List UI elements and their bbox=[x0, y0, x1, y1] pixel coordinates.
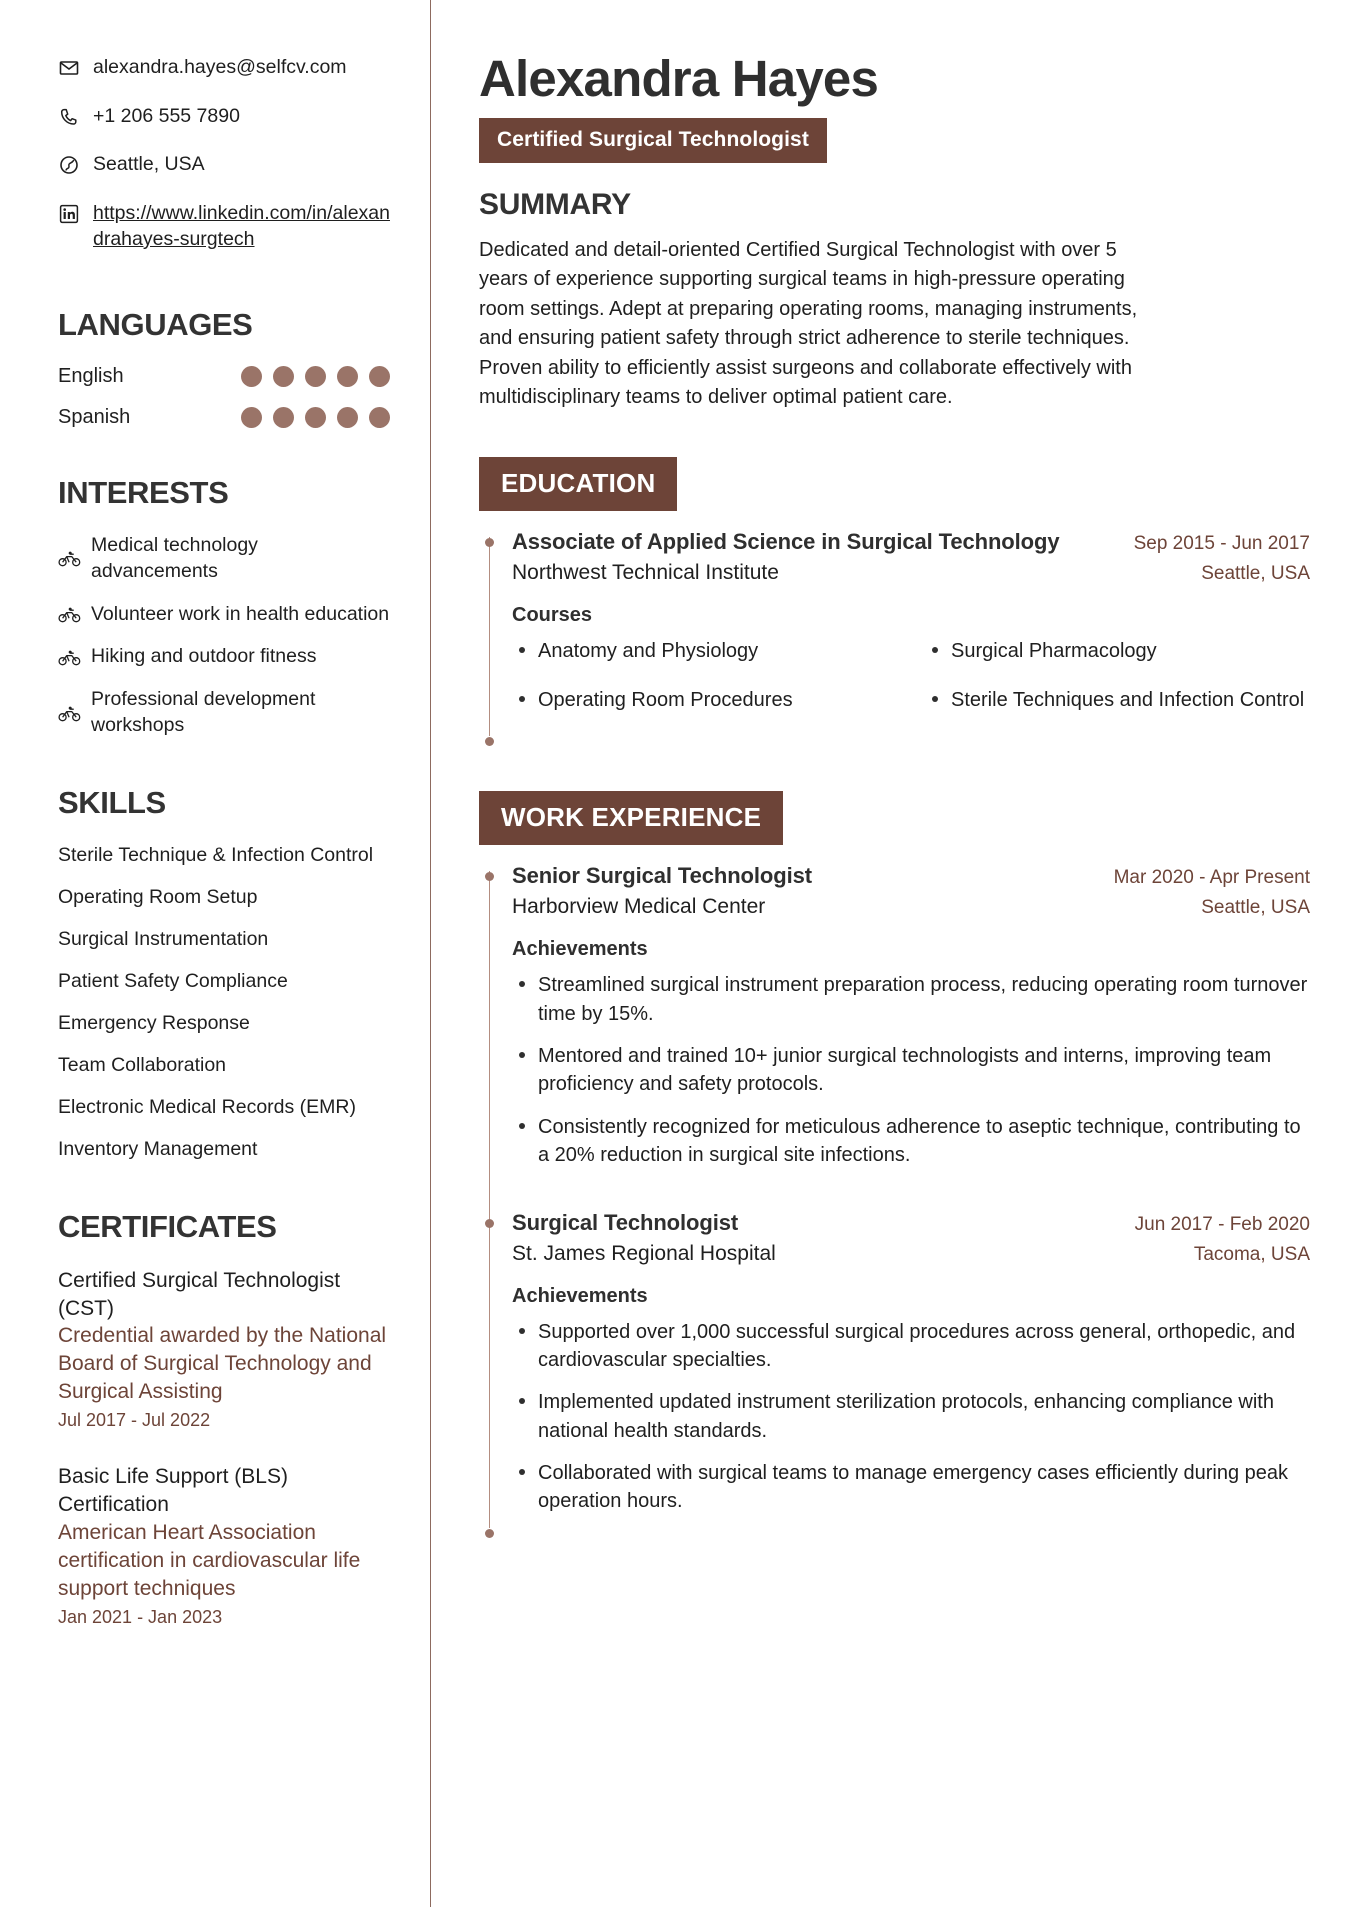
contact-value[interactable]: https://www.linkedin.com/in/alexandrahayes-surgtech bbox=[93, 202, 390, 250]
contact-value: alexandra.hayes@selfcv.com bbox=[93, 56, 347, 78]
education-degree: Associate of Applied Science in Surgical Technology bbox=[512, 529, 1060, 555]
interest-item bbox=[58, 533, 390, 585]
education-timeline bbox=[479, 529, 1310, 744]
level-dot bbox=[241, 407, 262, 428]
certificates-list bbox=[58, 1267, 390, 1631]
contact-item bbox=[58, 55, 390, 81]
level-dot bbox=[305, 407, 326, 428]
achievement-item: Collaborated with surgical teams to manage emergency cases efficiently during peak operation hours. bbox=[512, 1459, 1310, 1516]
summary-heading: SUMMARY bbox=[479, 188, 631, 222]
entry-top bbox=[512, 863, 1310, 889]
globe-icon bbox=[58, 154, 80, 176]
interest-item bbox=[58, 687, 390, 739]
certificate-name: Certified Surgical Technologist (CST) bbox=[58, 1268, 341, 1320]
certificate-name: Basic Life Support (BLS) Certification bbox=[58, 1465, 288, 1517]
languages-heading: LANGUAGES bbox=[58, 306, 253, 342]
summary-text: Dedicated and detail-oriented Certified Surgical Technologist with over 5 years of experience supporting surgical teams in high-pressure operating room settings. Adept at preparing operating rooms, managing instruments, and ensuring patient safety through strict adherence to sterile techniques. Proven ability to efficiently assist surgeons and collaborate effectively with multidisciplinary teams to deliver optimal patient care. bbox=[479, 239, 1138, 408]
level-dot bbox=[369, 407, 390, 428]
skills-list bbox=[58, 843, 390, 1162]
contact-list bbox=[58, 55, 390, 253]
certificate-date: Jan 2021 - Jan 2023 bbox=[58, 1606, 223, 1627]
achievements-list bbox=[512, 1318, 1310, 1516]
certificates-heading: CERTIFICATES bbox=[58, 1208, 277, 1244]
envelope-icon bbox=[58, 57, 80, 79]
skill-item: Team Collaboration bbox=[58, 1053, 227, 1076]
work-date: Jun 2017 - Feb 2020 bbox=[1134, 1213, 1310, 1235]
level-dot bbox=[369, 366, 390, 387]
work-company: Harborview Medical Center bbox=[512, 895, 766, 919]
language-row bbox=[58, 406, 390, 429]
job-title-badge: Certified Surgical Technologist bbox=[479, 118, 827, 163]
languages-list bbox=[58, 365, 390, 429]
interests-list bbox=[58, 533, 390, 740]
achievement-item: Mentored and trained 10+ junior surgical technologists and interns, improving team proficiency and safety protocols. bbox=[512, 1042, 1310, 1099]
level-dot bbox=[241, 366, 262, 387]
achievement-item: Supported over 1,000 successful surgical procedures across general, orthopedic, and cardiovascular specialties. bbox=[512, 1318, 1310, 1375]
language-name: English bbox=[58, 364, 124, 387]
entry-second bbox=[512, 1242, 1310, 1266]
bicycle-icon bbox=[58, 704, 81, 723]
course-item: Sterile Techniques and Infection Control bbox=[925, 686, 1310, 714]
work-role: Senior Surgical Technologist bbox=[512, 863, 812, 889]
skill-item: Emergency Response bbox=[58, 1011, 250, 1034]
interest-label: Professional development workshops bbox=[91, 688, 316, 737]
achievement-item: Streamlined surgical instrument preparation process, reducing operating room turnover time by 15%. bbox=[512, 971, 1310, 1028]
work-location: Seattle, USA bbox=[1201, 897, 1310, 919]
column-divider bbox=[430, 0, 431, 1907]
interest-label: Medical technology advancements bbox=[91, 533, 258, 582]
bicycle-icon bbox=[58, 605, 81, 624]
achievement-item: Consistently recognized for meticulous adherence to aseptic technique, contributing to a 20% reduction in surgical site infections. bbox=[512, 1113, 1310, 1170]
work-location: Tacoma, USA bbox=[1193, 1243, 1310, 1265]
certificate-date: Jul 2017 - Jul 2022 bbox=[58, 1410, 211, 1431]
education-entry bbox=[512, 529, 1310, 744]
certificate-item bbox=[58, 1463, 390, 1630]
work-date: Mar 2020 - Apr Present bbox=[1113, 867, 1310, 889]
entry-top bbox=[512, 1210, 1310, 1236]
work-entry bbox=[512, 1210, 1310, 1536]
course-item: Surgical Pharmacology bbox=[925, 637, 1310, 665]
entry-top bbox=[512, 529, 1310, 555]
bicycle-icon bbox=[58, 648, 81, 667]
skill-item: Electronic Medical Records (EMR) bbox=[58, 1095, 356, 1118]
skills-heading: SKILLS bbox=[58, 785, 166, 821]
interest-label: Volunteer work in health education bbox=[91, 602, 390, 625]
main-column bbox=[430, 0, 1350, 1907]
sidebar bbox=[0, 0, 430, 1907]
level-dot bbox=[337, 366, 358, 387]
level-dot bbox=[337, 407, 358, 428]
contact-item bbox=[58, 152, 390, 178]
level-dot bbox=[273, 407, 294, 428]
courses-grid bbox=[512, 637, 1310, 734]
course-item: Anatomy and Physiology bbox=[512, 637, 897, 665]
phone-icon bbox=[58, 106, 80, 128]
work-company: St. James Regional Hospital bbox=[512, 1241, 776, 1265]
skill-item: Operating Room Setup bbox=[58, 886, 258, 909]
work-experience-banner: WORK EXPERIENCE bbox=[479, 791, 783, 845]
contact-value: +1 206 555 7890 bbox=[93, 104, 240, 127]
interest-item bbox=[58, 644, 390, 670]
achievement-item: Implemented updated instrument sterilization protocols, enhancing compliance with national health standards. bbox=[512, 1388, 1310, 1445]
level-dot bbox=[305, 366, 326, 387]
education-school: Northwest Technical Institute bbox=[512, 561, 779, 585]
certificate-description: American Heart Association certification in cardiovascular life support techniques bbox=[58, 1521, 361, 1601]
contact-item[interactable] bbox=[58, 201, 390, 252]
language-row bbox=[58, 365, 390, 388]
certificate-item bbox=[58, 1267, 390, 1434]
interests-heading: INTERESTS bbox=[58, 474, 229, 510]
work-timeline bbox=[479, 863, 1310, 1536]
courses-column bbox=[512, 637, 897, 734]
education-banner: EDUCATION bbox=[479, 457, 677, 511]
interest-item bbox=[58, 602, 390, 628]
language-name: Spanish bbox=[58, 405, 131, 428]
education-date: Sep 2015 - Jun 2017 bbox=[1133, 533, 1310, 555]
achievements-label: Achievements bbox=[512, 938, 648, 961]
linkedin-icon bbox=[58, 203, 80, 225]
work-role: Surgical Technologist bbox=[512, 1209, 739, 1235]
courses-column bbox=[925, 637, 1310, 734]
language-level-dots bbox=[241, 366, 390, 387]
courses-label: Courses bbox=[512, 604, 593, 627]
candidate-name: Alexandra Hayes bbox=[479, 50, 879, 107]
interest-label: Hiking and outdoor fitness bbox=[91, 645, 317, 668]
language-level-dots bbox=[241, 407, 390, 428]
entry-second bbox=[512, 895, 1310, 919]
certificate-description: Credential awarded by the National Board of Surgical Technology and Surgical Assisting bbox=[58, 1324, 387, 1404]
bicycle-icon bbox=[58, 549, 81, 568]
contact-item bbox=[58, 104, 390, 130]
education-location: Seattle, USA bbox=[1201, 563, 1310, 585]
achievements-label: Achievements bbox=[512, 1284, 648, 1307]
contact-value: Seattle, USA bbox=[93, 153, 205, 176]
work-entry bbox=[512, 863, 1310, 1209]
skill-item: Surgical Instrumentation bbox=[58, 928, 269, 951]
skill-item: Sterile Technique & Infection Control bbox=[58, 844, 374, 867]
course-item: Operating Room Procedures bbox=[512, 686, 897, 714]
skill-item: Patient Safety Compliance bbox=[58, 969, 288, 992]
skill-item: Inventory Management bbox=[58, 1137, 258, 1160]
achievements-list bbox=[512, 971, 1310, 1169]
entry-second bbox=[512, 561, 1310, 585]
level-dot bbox=[273, 366, 294, 387]
